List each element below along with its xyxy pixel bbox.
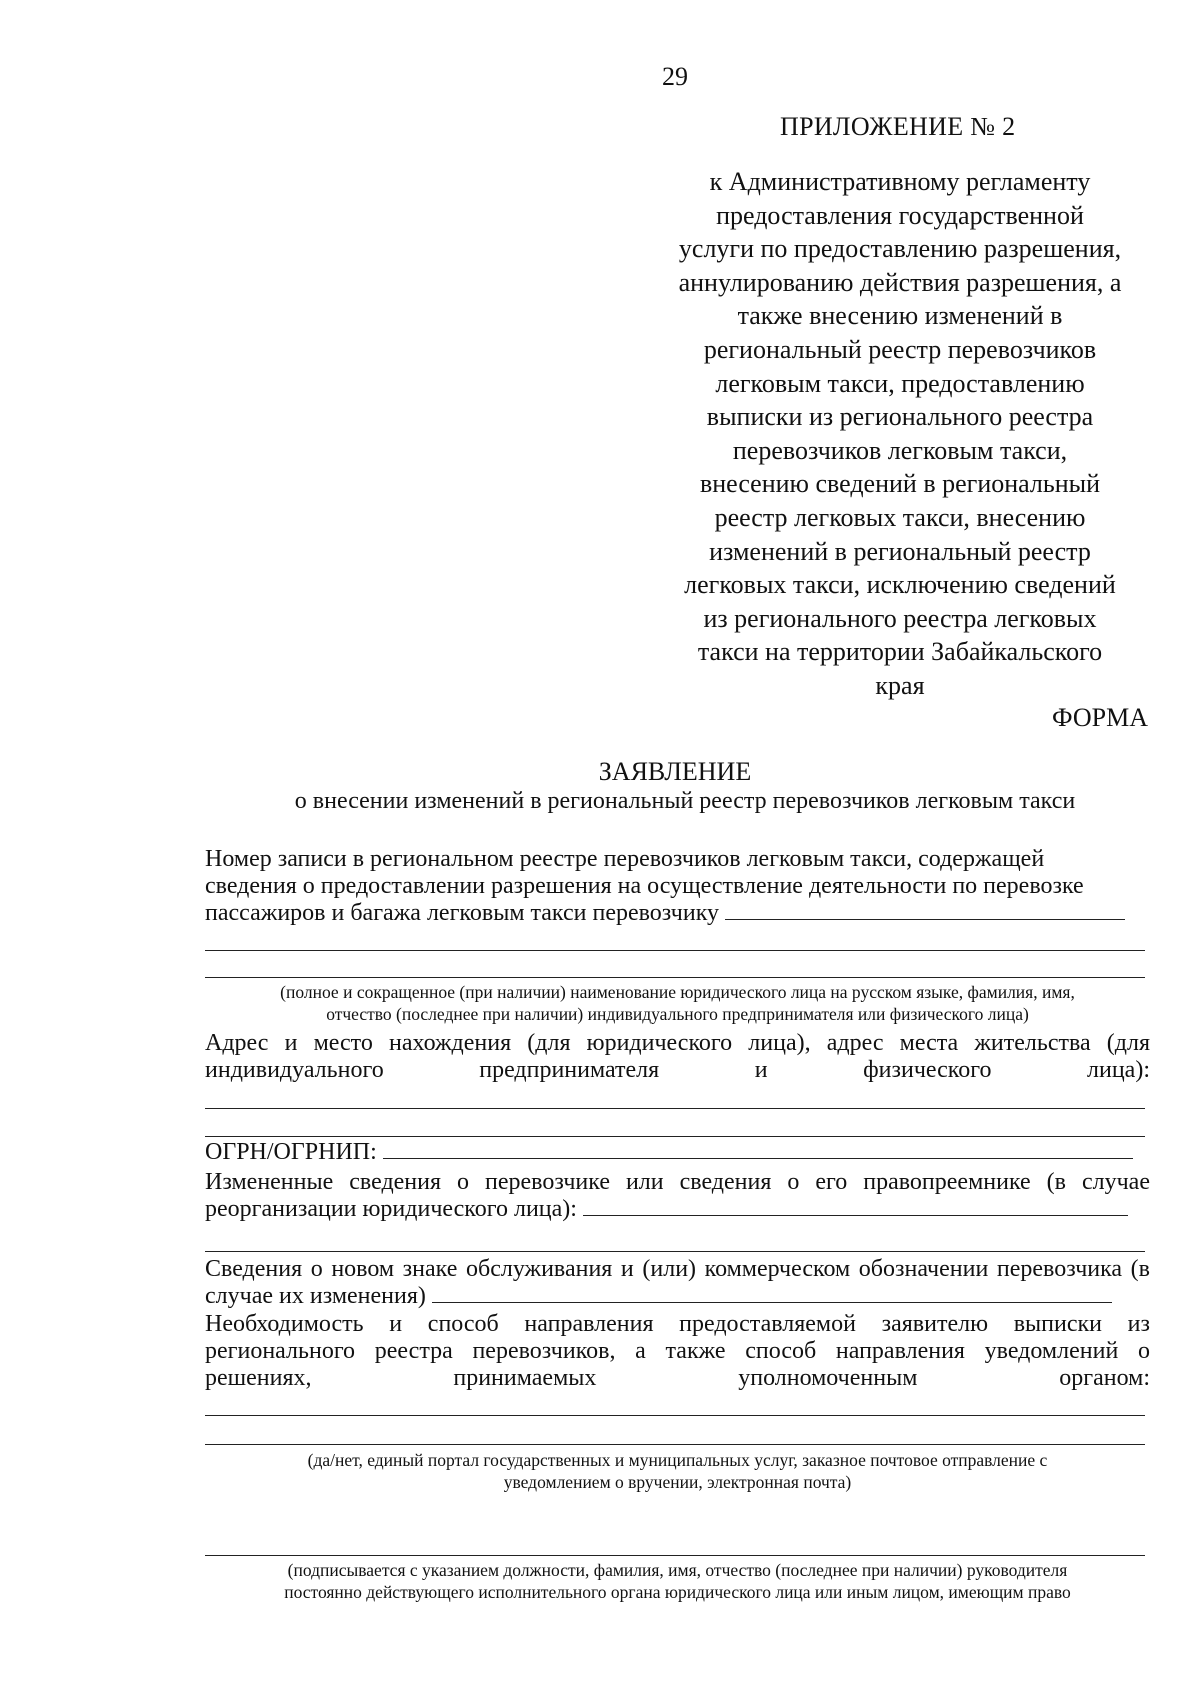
- text-line: решениях, принимаемых уполномоченным органом:: [205, 1365, 1150, 1391]
- document-title: ЗАЯВЛЕНИЕ: [598, 757, 752, 786]
- delivery-label: [205, 1311, 1150, 1392]
- appendix-line: из регионального реестра легковых: [703, 603, 1097, 633]
- appendix-line: предоставления государственной: [716, 200, 1084, 230]
- caption-line: уведомлением о вручении, электронная почта): [503, 1472, 852, 1492]
- appendix-line: аннулированию действия разрешения, а: [678, 267, 1122, 297]
- changed-info-label: Измененные сведения о перевозчике или сведения о его правопреемнике (в случае реорганизации юридического лица):: [205, 1169, 1150, 1222]
- appendix-description: [640, 165, 1160, 703]
- caption-line: (подписывается с указанием должности, фамилия, имя, отчество (последнее при наличии) руководителя: [287, 1560, 1068, 1580]
- ogrn-label: ОГРН/ОГРНИП:: [205, 1139, 1150, 1166]
- caption-line: (да/нет, единый портал государственных и муниципальных услуг, заказное почтовое отправление с: [307, 1450, 1048, 1470]
- text-line: пассажиров и багажа легковым такси перевозчику: [205, 900, 1150, 927]
- appendix-line: перевозчиков легковым такси,: [732, 435, 1068, 465]
- text-line: Адрес и место нахождения (для юридического лица), адрес места жительства (для: [205, 1030, 1150, 1056]
- text-line: Измененные сведения о перевозчике или сведения о его правопреемнике (в случае: [205, 1169, 1150, 1195]
- appendix-title: ПРИЛОЖЕНИЕ № 2: [780, 112, 1016, 141]
- address-field-continuation[interactable]: [205, 1136, 1145, 1137]
- applicant-name-caption: [205, 981, 1150, 1025]
- changed-info-field[interactable]: [583, 1214, 1128, 1216]
- form-label: ФОРМА: [1052, 703, 1148, 732]
- text-line: регионального реестра перевозчиков, а также способ направления уведомлений о: [205, 1338, 1150, 1364]
- record-number-field-continuation[interactable]: [205, 950, 1145, 951]
- appendix-line: легковых такси, исключению сведений: [684, 570, 1116, 600]
- address-label: [205, 1030, 1150, 1084]
- delivery-caption: [205, 1449, 1150, 1493]
- address-field[interactable]: [205, 1108, 1145, 1109]
- document-subtitle: о внесении изменений в региональный реестр перевозчиков легковым такси: [294, 788, 1076, 814]
- ogrn-field[interactable]: [383, 1157, 1133, 1159]
- text-line: Номер записи в региональном реестре перевозчиков легковым такси, содержащей: [205, 846, 1045, 872]
- caption-line: постоянно действующего исполнительного органа юридического лица или иным лицом, имеющим право: [284, 1582, 1071, 1602]
- appendix-line: края: [875, 670, 925, 700]
- text-line: Сведения о новом знаке обслуживания и (или) коммерческом обозначении перевозчика (в: [205, 1256, 1150, 1282]
- caption-line: отчество (последнее при наличии) индивидуального предпринимателя или физического лица): [326, 1004, 1029, 1024]
- caption-line: (полное и сокращенное (при наличии) наименование юридического лица на русском языке, фамилия, имя,: [280, 982, 1075, 1002]
- text-line: индивидуального предпринимателя и физического лица):: [205, 1057, 1150, 1083]
- signature-field[interactable]: [205, 1555, 1145, 1556]
- appendix-line: также внесению изменений в: [737, 301, 1063, 331]
- appendix-line: внесению сведений в региональный: [699, 469, 1101, 499]
- service-mark-label: Сведения о новом знаке обслуживания и (или) коммерческом обозначении перевозчика (в случае их изменения): [205, 1256, 1150, 1309]
- appendix-line: реестр легковых такси, внесению: [714, 502, 1086, 532]
- text-line: Необходимость и способ направления предоставляемой заявителю выписки из: [205, 1311, 1150, 1337]
- appendix-line: легковым такси, предоставлению: [715, 368, 1085, 398]
- delivery-field-continuation[interactable]: [205, 1444, 1145, 1445]
- service-mark-field[interactable]: [432, 1301, 1112, 1303]
- record-number-field[interactable]: [725, 918, 1125, 920]
- text-line: сведения о предоставлении разрешения на осуществление деятельности по перевозке: [205, 873, 1084, 899]
- appendix-line: к Административному регламенту: [709, 167, 1091, 196]
- appendix-line: выписки из регионального реестра: [706, 402, 1094, 432]
- appendix-line: изменений в региональный реестр: [709, 536, 1091, 566]
- appendix-line: услуги по предоставлению разрешения,: [678, 234, 1122, 264]
- signature-caption: [205, 1559, 1150, 1603]
- applicant-name-field[interactable]: [205, 977, 1145, 978]
- appendix-line: такси на территории Забайкальского: [697, 637, 1103, 667]
- page-number: 29: [662, 62, 688, 91]
- delivery-field[interactable]: [205, 1415, 1145, 1416]
- appendix-line: региональный реестр перевозчиков: [703, 334, 1097, 364]
- changed-info-field-continuation[interactable]: [205, 1251, 1145, 1252]
- record-number-label: [205, 846, 1150, 927]
